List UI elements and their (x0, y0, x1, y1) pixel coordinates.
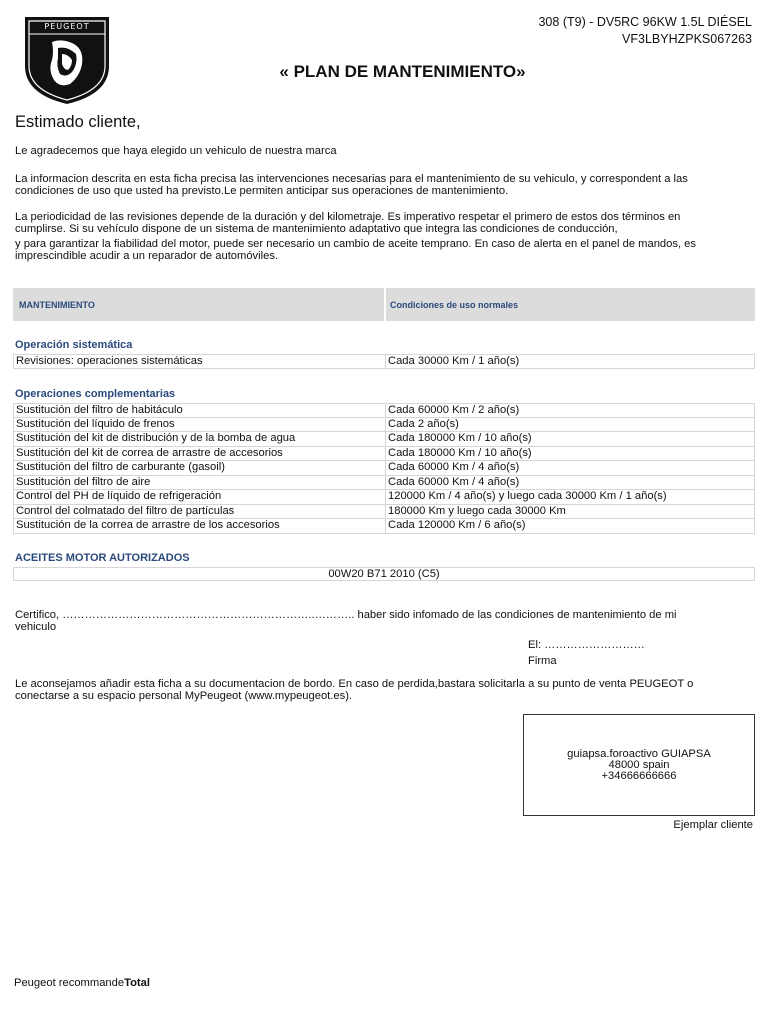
interval-cell: Cada 180000 Km / 10 año(s) (388, 432, 532, 444)
vehicle-info (538, 14, 752, 48)
oil-spec-row: 00W20 B71 2010 (C5) (13, 567, 755, 581)
dealer-address: 48000 spain (608, 759, 670, 771)
copy-label: Ejemplar cliente (673, 819, 753, 831)
maintenance-column-header: MANTENIMIENTO (19, 300, 95, 310)
operation-cell: Sustitución del kit de distribución y de la bomba de agua (16, 432, 296, 444)
operation-cell: Sustitución de la correa de arrastre de los accesorios (16, 519, 280, 531)
interval-cell: 120000 Km / 4 año(s) y luego cada 30000 Km / 1 año(s) (388, 490, 667, 502)
complementary-section-title: Operaciones complementarias (15, 388, 176, 400)
conditions-column-header: Condiciones de uso normales (390, 300, 519, 310)
period-line: y para garantizar la fiabilidad del motor, puede ser necesario un cambio de aceite temprano. En caso de alerta en el panel de mandos, es (15, 238, 696, 250)
vehicle-vin: VF3LBYHZPKS067263 (622, 32, 752, 46)
document-title: « PLAN DE MANTENIMIENTO» (279, 62, 526, 81)
interval-cell: Cada 60000 Km / 4 año(s) (388, 475, 520, 488)
info-line: condiciones de uso que usted ha previsto.Le permiten anticipar sus operaciones de mantenimiento. (15, 185, 509, 197)
complementary-table (13, 403, 755, 534)
table-row (13, 505, 755, 520)
footer (14, 977, 150, 989)
greeting: Estimado cliente, (15, 113, 141, 131)
interval-cell: Cada 30000 Km / 1 año(s) (388, 355, 520, 367)
operation-cell: Control del colmatado del filtro de partículas (16, 504, 235, 517)
info-line: La informacion descrita en esta ficha precisa las intervenciones necesarias para el mantenimiento de su vehiculo, y correspondent a las (15, 173, 688, 185)
advice-line: Le aconsejamos añadir esta ficha a su documentacion de bordo. En caso de perdida,bastara solicitarla a su punto de venta PEUGEOT o (15, 678, 694, 690)
operation-cell: Sustitución del filtro de habitáculo (16, 404, 183, 416)
table-row (13, 490, 755, 505)
period-line: La periodicidad de las revisiones depende de la duración y del kilometraje. Es imperativo respetar el primero de estos dos términos en (15, 211, 681, 223)
period-line: imprescindible acudir a un reparador de automóviles. (15, 250, 279, 262)
advice-line: conectarse a su espacio personal MyPeugeot (www.mypeugeot.es). (15, 690, 353, 702)
interval-cell: Cada 120000 Km / 6 año(s) (388, 519, 526, 531)
date-field: El: ……………………… (528, 639, 645, 651)
table-row (13, 418, 755, 433)
peugeot-logo (22, 14, 112, 106)
table-row (13, 447, 755, 462)
period-paragraph (15, 211, 755, 262)
interval-cell: 180000 Km y luego cada 30000 Km (388, 504, 566, 517)
advice-paragraph (15, 678, 755, 702)
operation-cell: Revisiones: operaciones sistemáticas (16, 355, 203, 367)
period-line: cumplirse. Si su vehículo dispone de un sistema de mantenimiento adaptativo que integra las condiciones de conducción, (15, 223, 618, 235)
table-row (13, 354, 755, 369)
table-row (13, 476, 755, 491)
thanks-paragraph: Le agradecemos que haya elegido un vehiculo de nuestra marca (15, 145, 337, 157)
dealer-phone: +34666666666 (601, 770, 677, 782)
info-paragraph (15, 173, 755, 197)
interval-cell: Cada 60000 Km / 4 año(s) (388, 461, 520, 473)
vehicle-model: 308 (T9) - DV5RC 96KW 1.5L DIÉSEL (538, 15, 752, 29)
dealer-stamp-box (523, 714, 755, 816)
table-row (13, 519, 755, 534)
certification-paragraph (15, 609, 755, 633)
operation-cell: Sustitución del filtro de aire (16, 475, 151, 488)
footer-brand: Total (124, 977, 150, 989)
operation-cell: Control del PH de líquido de refrigeración (16, 490, 222, 502)
logo-wordmark: PEUGEOT (44, 22, 90, 31)
table-row (13, 403, 755, 418)
table-row (13, 432, 755, 447)
oils-section-title: ACEITES MOTOR AUTORIZADOS (15, 552, 190, 564)
operation-cell: Sustitución del kit de correa de arrastre de accesorios (16, 446, 283, 459)
certification-line: Certifico, …………………………………………………………..……….. haber sido infomado de las condiciones de mantenimiento de mi (15, 609, 677, 621)
table-row (13, 461, 755, 476)
operation-cell: Sustitución del líquido de frenos (16, 417, 175, 430)
footer-prefix: Peugeot recommande (14, 977, 125, 989)
interval-cell: Cada 60000 Km / 2 año(s) (388, 404, 520, 416)
operation-cell: Sustitución del filtro de carburante (gasoil) (16, 461, 225, 473)
systematic-table (13, 354, 755, 369)
systematic-section-title: Operación sistemática (15, 339, 133, 351)
dealer-name: guiapsa.foroactivo GUIAPSA (567, 748, 711, 760)
signature-label: Firma (528, 655, 557, 667)
certification-line: vehiculo (15, 621, 57, 633)
table-header (13, 288, 755, 321)
interval-cell: Cada 180000 Km / 10 año(s) (388, 446, 532, 459)
interval-cell: Cada 2 año(s) (388, 417, 459, 430)
